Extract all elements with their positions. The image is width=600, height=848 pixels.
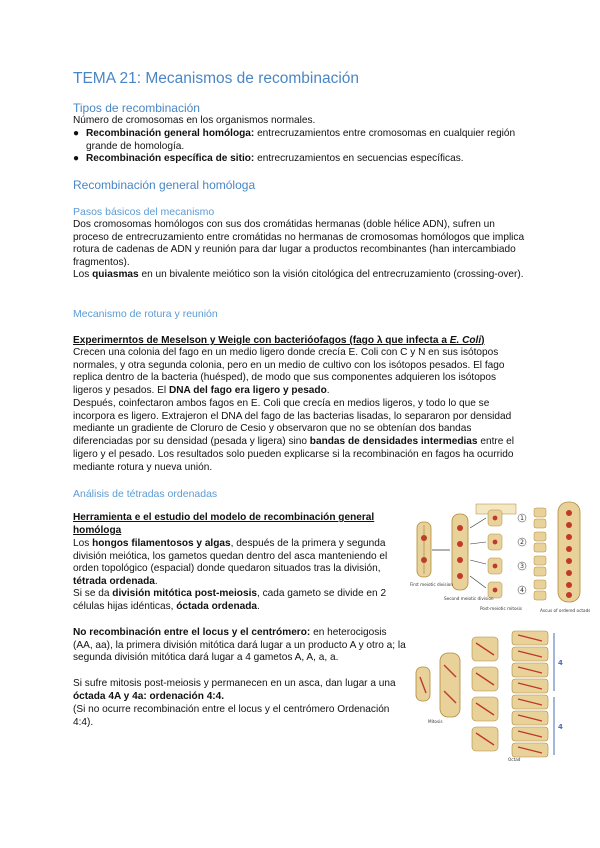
pasos-paragraph-2: Los quiasmas en un bivalente meiótico son la visión citológica del entrecruzamiento (crossing-over).	[73, 269, 524, 280]
fig2-label-octad: Octad	[508, 757, 521, 762]
bullet-dot: ●	[73, 153, 80, 164]
figure-octad-4-4	[408, 627, 590, 763]
fig2-count-A: 4	[558, 659, 563, 667]
octad-number-2: 2	[520, 539, 524, 546]
herramienta-paragraph-1: Los hongos filamentosos y algas, después de la primera y segunda división meiótica, los gametos quedan dentro del asca manteniendo el orden topológico (espacial) donde quedaron situados tras la división, tétrada ordenada.	[73, 538, 388, 588]
tipos-intro: Número de cromosomas en los organismos normales.	[73, 115, 316, 126]
bullet-bold: Recombinación específica de sitio:	[86, 153, 255, 164]
experiment-paragraph-2: Después, coinfectaron ambos fagos en E. Coli que crecía en medios ligeros, y todo lo que se incorpora es ligero. Extrajeron el DNA del fago de las bacterias lisadas, lo separaron por densidad mediante un gradiente de Cloruro de Cesio y observaron que no se obtenían dos bandas diferenciadas por su densidad (pesada y ligera) sino bandas de densidades intermedias entre el ligero y el pesado. Los resultados solo pueden explicarse si la recombinación en fagos ha ocurrido mediante rotura y nueva unión.	[73, 398, 515, 473]
figure-octad-formation	[410, 500, 590, 622]
fig1-label-ascus: Ascus of ordered octads	[540, 608, 590, 613]
herramienta-paragraph-2: Si se da división mitótica post-meiosis, cada gameto se divide en 2 células hijas idénticas, óctada ordenada.	[73, 588, 387, 612]
fig2-label-mitosis: Mitosis	[428, 719, 443, 724]
bullet-item-especifica	[73, 153, 533, 167]
fig1-label-mitosis: Post-meiotic mitosis	[480, 606, 523, 611]
fig1-label-second: Second meiotic division	[444, 596, 494, 601]
bullet-text: entrecruzamientos en secuencias específicas.	[254, 153, 464, 164]
subheading-rotura: Mecanismo de rotura y reunión	[73, 308, 218, 320]
page-title: TEMA 21: Mecanismos de recombinación	[73, 70, 360, 87]
section-heading-tipos: Tipos de recombinación	[73, 101, 200, 115]
no-recombinacion-paragraph-3: (Si no ocurre recombinación entre el locus y el centrómero Ordenación 4:4).	[73, 704, 390, 728]
octad-number-4: 4	[520, 587, 524, 594]
fig1-label-first: First meiotic division	[410, 582, 453, 587]
bullet-bold: Recombinación general homóloga:	[86, 128, 255, 139]
octad-number-3: 3	[520, 563, 524, 570]
experiment-paragraph-1: Crecen una colonia del fago en un medio ligero donde crecía E. Coli con C y N en sus isótopos normales, y otra segunda colonia, pero en un medio de cultivo con los isótopos pesados. El fago replica dentro de la bacteria (huésped), de modo que sus componentes adquieren los isótopos ligeros y pesados. El DNA del fago era ligero y pesado.	[73, 347, 505, 397]
bullet-item-general	[73, 128, 533, 154]
bullet-text: entrecruzamientos entre cromosomas en cualquier región grande de homología.	[86, 128, 516, 152]
octad-number-1: 1	[520, 515, 524, 522]
section-heading-general: Recombinación general homóloga	[73, 178, 256, 192]
pasos-paragraph-1: Dos cromosomas homólogos con sus dos cromátidas hermanas (doble hélice ADN), sufren un proceso de entrecruzamiento entre cromátidas no hermanas de cromosomas homólogos que implica rotura de cadenas de ADN y reunión para dar lugar a productos recombinantes (han intercambiado fragmentos).	[73, 219, 525, 269]
experiment-title: Experimerntos de Meselson y Weigle con bacterióofagos (fago λ que infecta a E. Coli)	[73, 335, 485, 346]
no-recombinacion-paragraph: No recombinación entre el locus y el centrómero: en heterocigosis (AA, aa), la primera división mitótica dará lugar a un producto A y otro a; la segunda división mitótica dará lugar a 4 gametos A, A, a, a.	[73, 627, 406, 664]
subheading-pasos: Pasos básicos del mecanismo	[73, 206, 215, 218]
subheading-tetradas: Análisis de tétradas ordenadas	[73, 488, 218, 500]
bullet-dot: ●	[73, 128, 80, 139]
fig2-count-a: 4	[558, 723, 563, 731]
no-recombinacion-paragraph-2: Si sufre mitosis post-meiosis y permanecen en un asca, dan lugar a una óctada 4A y 4a: ordenación 4:4.	[73, 678, 396, 702]
herramienta-title: Herramienta e el estudio del modelo de recombinación general homóloga	[73, 512, 375, 536]
